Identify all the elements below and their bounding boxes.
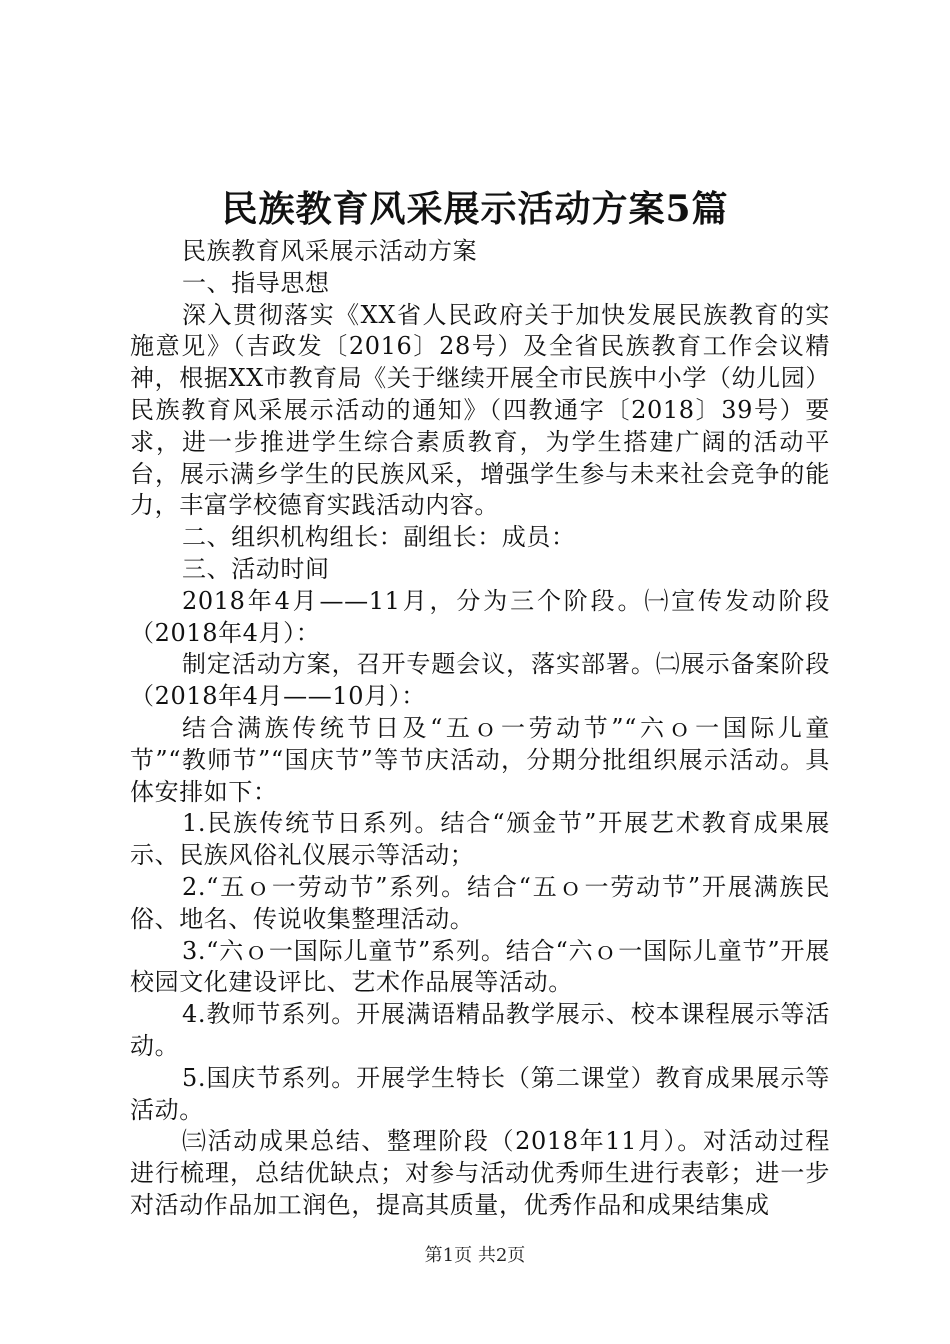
subtitle-paragraph: 民族教育风采展示活动方案 [182, 237, 478, 265]
body-paragraph: ㈢活动成果总结、整理阶段（2018年11月）。对活动过程进行梳理，总结优缺点；对参与活动优秀师生进行表彰；进一步对活动作品加工润色，提高其质量，优秀作品和成果结集成 [130, 1127, 830, 1219]
section-heading-activity-time: 三、活动时间 [182, 554, 330, 583]
section-heading-guiding-thought: 一、指导思想 [182, 268, 330, 297]
body-paragraph: 制定活动方案，召开专题会议，落实部署。㈡展示备案阶段（2018年4月——10月）： [130, 650, 830, 711]
body-paragraph: 深入贯彻落实《XX省人民政府关于加快发展民族教育的实施意见》（吉政发〔2016〕28号）及全省民族教育工作会议精神，根据XX市教育局《关于继续开展全市民族中小学（幼儿园）民族教育风采展示活动的通知》（四教通字〔2018〕39号）要求，进一步推进学生综合素质教育，为学生搭建广阔的活动平台，展示满乡学生的民族风采，增强学生参与未来社会竞争的能力，丰富学校德育实践活动内容。 [130, 300, 830, 520]
page-number-footer: 第1页 共2页 [424, 1245, 526, 1266]
list-item: 2.“五ｏ一劳动节”系列。结合“五ｏ一劳动节”开展满族民俗、地名、传说收集整理活动。 [130, 872, 830, 933]
list-item: 1.民族传统节日系列。结合“颁金节”开展艺术教育成果展示、民族风俗礼仪展示等活动； [130, 809, 830, 870]
list-item: 3.“六ｏ一国际儿童节”系列。结合“六ｏ一国际儿童节”开展校园文化建设评比、艺术作品展等活动。 [130, 936, 830, 997]
section-heading-organization: 二、组织机构组长：副组长：成员： [182, 523, 576, 552]
list-item: 5.国庆节系列。开展学生特长（第二课堂）教育成果展示等活动。 [130, 1063, 830, 1124]
body-paragraph: 2018年4月——11月，分为三个阶段。㈠宣传发动阶段（2018年4月）： [130, 586, 830, 647]
document-title: 民族教育风采展示活动方案5篇 [221, 188, 729, 230]
document-body [130, 236, 830, 1222]
list-item: 4.教师节系列。开展满语精品教学展示、校本课程展示等活动。 [130, 1000, 830, 1060]
body-paragraph: 结合满族传统节日及“五ｏ一劳动节”“六ｏ一国际儿童节”“教师节”“国庆节”等节庆活动，分期分批组织展示活动。具体安排如下： [130, 713, 830, 806]
